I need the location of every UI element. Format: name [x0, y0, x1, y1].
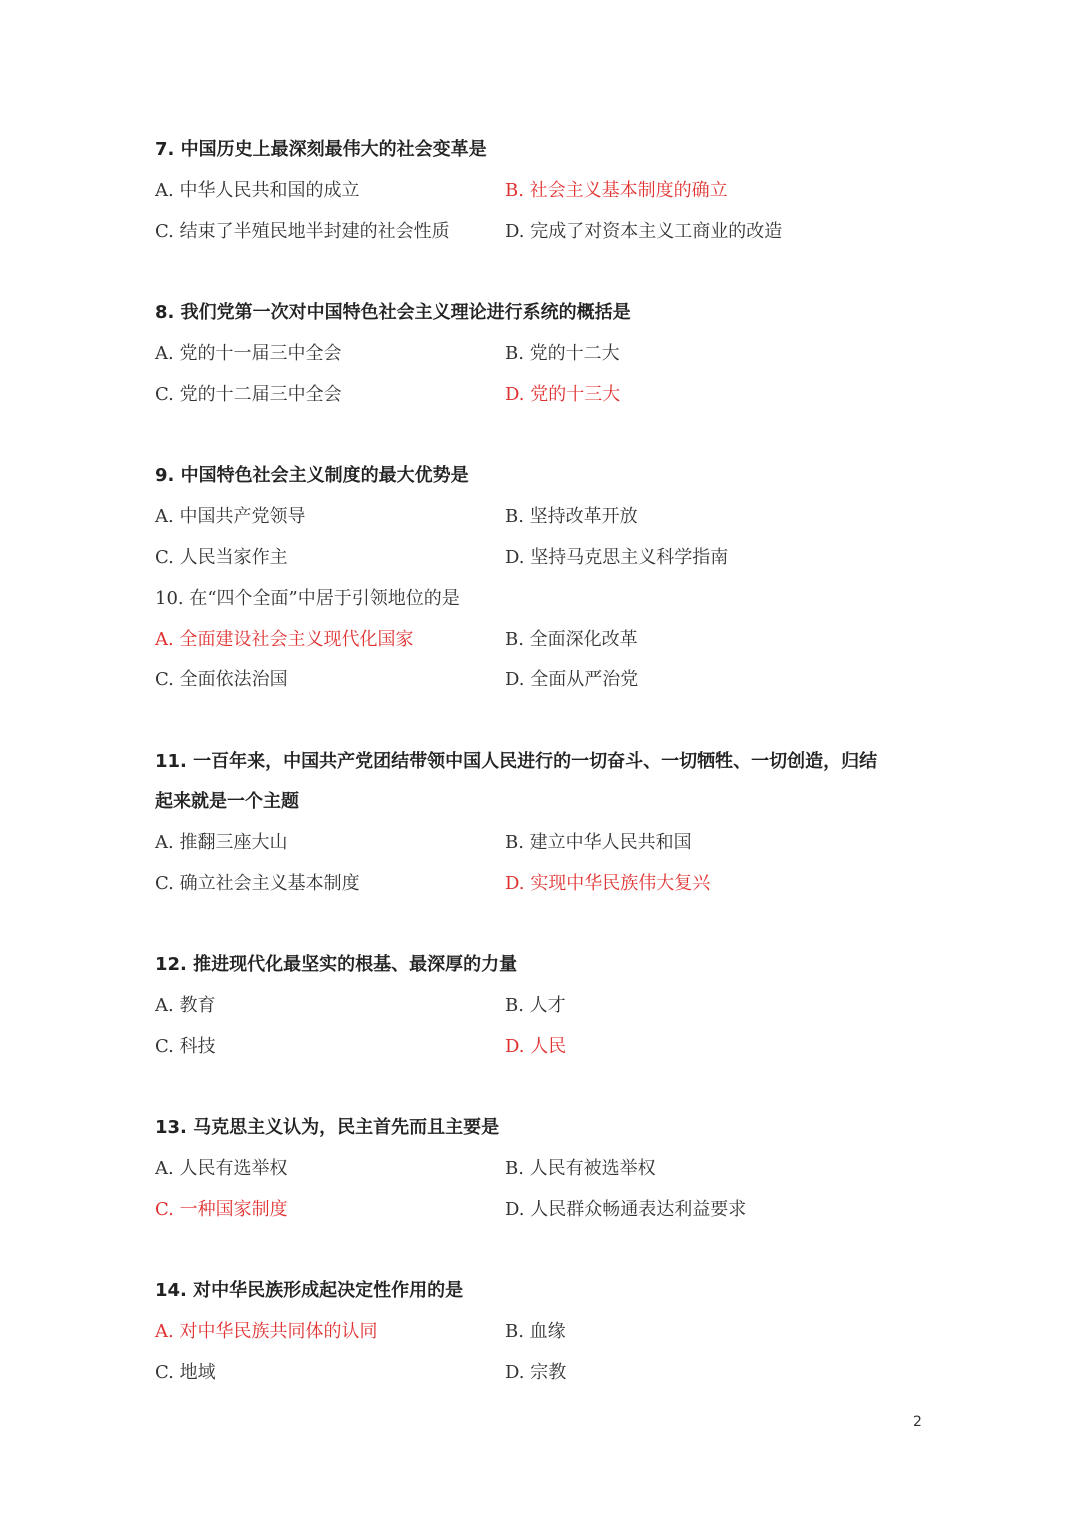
question-8-title: 8. 我们党第一次对中国特色社会主义理论进行系统的概括是: [155, 302, 631, 323]
question-10-option-c: C. 全面依法治国: [155, 669, 288, 690]
question-14-option-b: B. 血缘: [505, 1321, 566, 1342]
question-8-option-b: B. 党的十二大: [505, 343, 620, 364]
question-14-option-a: A. 对中华民族共同体的认同: [155, 1321, 378, 1342]
question-10-option-d: D. 全面从严治党: [505, 669, 639, 690]
question-12-option-c: C. 科技: [155, 1036, 216, 1057]
question-7-option-c: C. 结束了半殖民地半封建的社会性质: [155, 221, 450, 242]
question-13-option-a: A. 人民有选举权: [155, 1158, 288, 1179]
question-13-option-d: D. 人民群众畅通表达利益要求: [505, 1199, 747, 1220]
question-11-option-b: B. 建立中华人民共和国: [505, 832, 692, 853]
question-7-title: 7. 中国历史上最深刻最伟大的社会变革是: [155, 139, 487, 160]
question-12-option-b: B. 人才: [505, 995, 566, 1016]
question-14-option-d: D. 宗教: [505, 1362, 567, 1383]
question-7-option-b: B. 社会主义基本制度的确立: [505, 180, 728, 201]
question-8-option-c: C. 党的十二届三中全会: [155, 384, 342, 405]
question-11-title-continued: 起来就是一个主题: [155, 791, 299, 812]
question-11-option-c: C. 确立社会主义基本制度: [155, 873, 360, 894]
question-11-option-a: A. 推翻三座大山: [155, 832, 288, 853]
question-13-title: 13. 马克思主义认为，民主首先而且主要是: [155, 1117, 500, 1138]
question-9-option-a: A. 中国共产党领导: [155, 506, 306, 527]
question-8-option-d: D. 党的十三大: [505, 384, 621, 405]
question-13-option-c: C. 一种国家制度: [155, 1199, 288, 1220]
question-11-option-d: D. 实现中华民族伟大复兴: [505, 873, 711, 894]
question-12-option-d: D. 人民: [505, 1036, 567, 1057]
question-9-option-c: C. 人民当家作主: [155, 547, 288, 568]
question-10-option-b: B. 全面深化改革: [505, 629, 638, 650]
question-9-title: 9. 中国特色社会主义制度的最大优势是: [155, 465, 469, 486]
question-10-option-a: A. 全面建设社会主义现代化国家: [155, 629, 414, 650]
page-number: 2: [913, 1414, 922, 1430]
question-14-title: 14. 对中华民族形成起决定性作用的是: [155, 1280, 464, 1301]
question-12-title: 12. 推进现代化最坚实的根基、最深厚的力量: [155, 954, 518, 975]
question-11-title: 11. 一百年来，中国共产党团结带领中国人民进行的一切奋斗、一切牺牲、一切创造，归结: [155, 751, 878, 772]
question-9-option-d: D. 坚持马克思主义科学指南: [505, 547, 729, 568]
question-13-option-b: B. 人民有被选举权: [505, 1158, 656, 1179]
question-7-option-a: A. 中华人民共和国的成立: [155, 180, 360, 201]
question-12-option-a: A. 教育: [155, 995, 216, 1016]
question-14-option-c: C. 地域: [155, 1362, 216, 1383]
question-7-option-d: D. 完成了对资本主义工商业的改造: [505, 221, 783, 242]
question-10-title: 10. 在“四个全面”中居于引领地位的是: [155, 588, 460, 609]
question-8-option-a: A. 党的十一届三中全会: [155, 343, 342, 364]
question-9-option-b: B. 坚持改革开放: [505, 506, 638, 527]
